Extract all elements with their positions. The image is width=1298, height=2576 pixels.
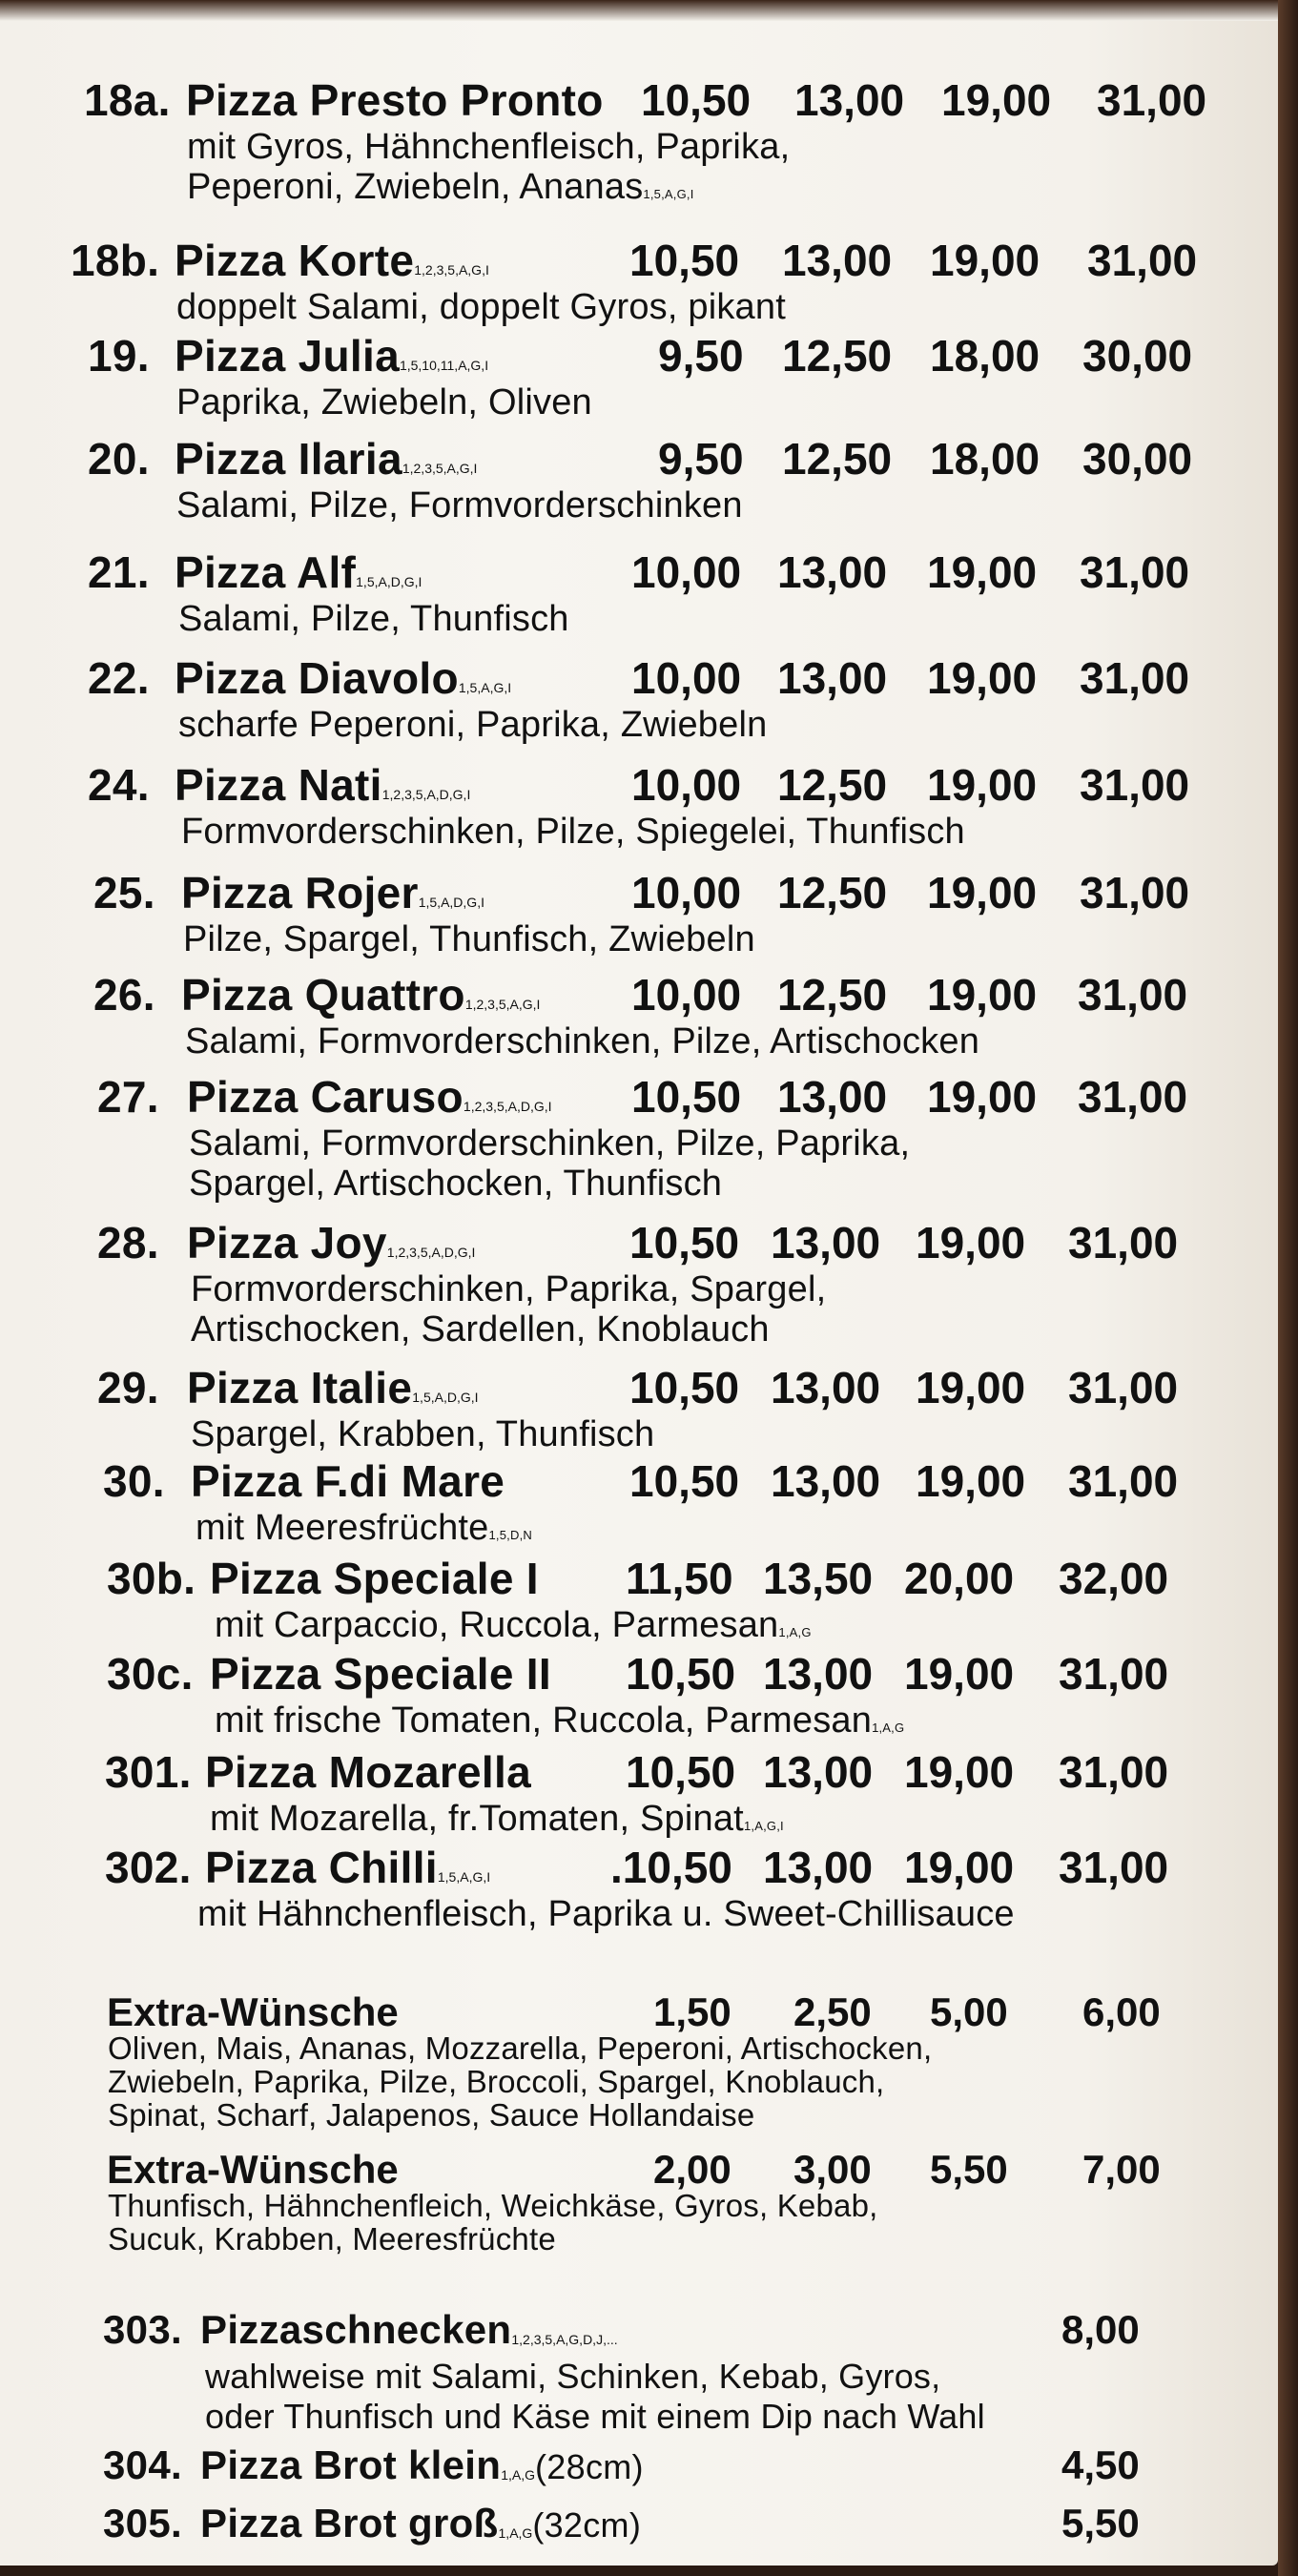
item-name [186, 69, 604, 132]
item-description-text: mit Hähnchenfleisch, Paprika u. Sweet-Chillisauce [197, 1894, 1015, 1934]
item-name-text: Pizza Caruso [187, 1072, 464, 1122]
item-description [176, 381, 592, 423]
item-name [200, 2492, 641, 2557]
item-description-text: Paprika, Zwiebeln, Oliven [176, 382, 592, 422]
page-top-shadow [0, 0, 1298, 21]
allergen-codes: 1,5,A,D,G,I [418, 895, 484, 910]
menu-item-row [0, 1356, 1278, 1419]
item-name [175, 647, 511, 710]
item-number: 303. [103, 2307, 182, 2352]
special-item [0, 2434, 1278, 2497]
item-name-text: Pizza Speciale I [210, 1554, 539, 1603]
special-item-row [0, 2298, 1278, 2361]
price-size-2: 13,00 [763, 1843, 874, 1892]
extra-description: Thunfisch, Hähnchenfleich, Weichkäse, Gyros, Kebab, [108, 2188, 878, 2223]
extra-description: Oliven, Mais, Ananas, Mozzarella, Peperoni, Artischocken, [108, 2030, 933, 2066]
price-size-3: 19,00 [916, 1363, 1026, 1412]
price-size-1: 9,50 [658, 331, 744, 381]
item-name-text: Pizza Joy [187, 1218, 387, 1267]
price-size-4: 31,00 [1078, 970, 1188, 1020]
item-number: 302. [105, 1843, 192, 1892]
price-size-2: 13,00 [763, 1747, 874, 1797]
menu-item-row [0, 229, 1278, 292]
menu-item-row [0, 861, 1278, 924]
item-description [185, 1020, 979, 1062]
price-size-1: 10,50 [631, 1072, 742, 1122]
price-size-2: 13,00 [777, 1072, 888, 1122]
menu-item [0, 69, 1278, 207]
price-size-1: 10,50 [629, 236, 740, 285]
allergen-codes: 1,2,3,5,A,G,I [464, 997, 541, 1012]
price-size-4: 31,00 [1080, 868, 1190, 917]
price-size-1: 10,50 [629, 1456, 740, 1506]
price-size-2: 12,50 [777, 868, 888, 917]
menu-item-row [0, 1065, 1278, 1128]
allergen-codes: 1,5,A,G,I [458, 680, 512, 695]
item-description-text: mit Meeresfrüchte [196, 1508, 489, 1548]
price-size-4: 31,00 [1078, 1072, 1188, 1122]
special-item [0, 2298, 1278, 2436]
item-number: 20. [88, 434, 150, 484]
special-item-row [0, 2492, 1278, 2555]
item-description-text: mit Carpaccio, Ruccola, Parmesan [215, 1605, 779, 1645]
price-size-4: 30,00 [1082, 331, 1193, 381]
item-number: 19. [88, 331, 150, 381]
item-number: 304. [103, 2442, 182, 2487]
item-number: 22. [88, 653, 150, 703]
price-size-2: 13,50 [763, 1554, 874, 1603]
item-number: 30b. [107, 1554, 196, 1603]
item-name [210, 1547, 539, 1610]
price-size-3: 19,00 [930, 236, 1040, 285]
menu-item [0, 1356, 1278, 1454]
allergen-codes: 1,A,G [498, 2525, 533, 2541]
price-size-3: 19,00 [927, 970, 1038, 1020]
price-size-4: 31,00 [1068, 1456, 1179, 1506]
item-name [187, 1065, 552, 1128]
price-size-3: 19,00 [904, 1747, 1015, 1797]
item-description [196, 1507, 532, 1549]
item-description [187, 166, 694, 208]
price-size-4: 31,00 [1059, 1747, 1169, 1797]
price-size-4: 31,00 [1068, 1218, 1179, 1267]
menu-item [0, 1642, 1278, 1741]
extra-price-1: 1,50 [653, 1989, 731, 2034]
menu-item [0, 229, 1278, 327]
price-size-3: 19,00 [927, 653, 1038, 703]
allergen-codes: 1,2,3,5,A,D,G,I [386, 1245, 476, 1260]
price-size-1: 11,50 [626, 1554, 733, 1603]
menu-item [0, 1450, 1278, 1548]
price-size-4: 31,00 [1059, 1843, 1169, 1892]
item-description [210, 1798, 784, 1840]
price-size-3: 19,00 [941, 75, 1052, 125]
extra-price-3: 5,50 [930, 2147, 1008, 2192]
menu-item [0, 1211, 1278, 1350]
price-size-3: 19,00 [927, 1072, 1038, 1122]
menu-item [0, 324, 1278, 422]
menu-item-row [0, 1547, 1278, 1610]
price-size-1: 10,50 [629, 1218, 740, 1267]
item-name [210, 1642, 551, 1705]
allergen-codes: 1,2,3,5,A,G,I [402, 461, 478, 476]
item-number: 27. [97, 1072, 159, 1122]
item-description-text: mit frische Tomaten, Ruccola, Parmesan [215, 1700, 873, 1741]
item-description-text: Salami, Formvorderschinken, Pilze, Paprika, [189, 1123, 911, 1164]
price-size-4: 31,00 [1080, 760, 1190, 810]
price-size-4: 31,00 [1068, 1363, 1179, 1412]
pizza-size: (28cm) [535, 2447, 644, 2486]
item-name-text: Pizza Alf [175, 547, 357, 597]
item-description [215, 1604, 812, 1646]
item-description [183, 918, 755, 960]
price-size-1: 10,50 [626, 1747, 736, 1797]
item-number: 30c. [107, 1649, 194, 1699]
item-description-text: scharfe Peperoni, Paprika, Zwiebeln [178, 705, 768, 745]
menu-item-row [0, 427, 1278, 490]
menu-item-row [0, 1211, 1278, 1274]
price-size-2: 12,50 [782, 434, 893, 484]
item-name [181, 963, 540, 1026]
item-description [176, 286, 786, 328]
item-description-text: Salami, Formvorderschinken, Pilze, Artischocken [185, 1021, 980, 1061]
price-size-2: 13,00 [782, 236, 893, 285]
item-name-text: Pizza F.di Mare [191, 1456, 505, 1506]
item-name-text: Pizza Italie [187, 1363, 413, 1412]
item-name-text: Pizza Julia [175, 331, 400, 381]
item-name [205, 1836, 490, 1899]
price-size-2: 13,00 [777, 653, 888, 703]
page-edge [1278, 0, 1298, 2576]
allergen-codes: 1,A,G [778, 1625, 812, 1639]
item-number: 30. [103, 1456, 165, 1506]
menu-item [0, 427, 1278, 526]
allergen-codes: 1,5,10,11,A,G,I [399, 358, 489, 373]
special-price: 4,50 [1061, 2442, 1140, 2487]
price-size-1: .10,50 [610, 1843, 732, 1892]
price-size-3: 19,00 [916, 1456, 1026, 1506]
price-size-4: 31,00 [1080, 547, 1190, 597]
extra-price-4: 6,00 [1082, 1989, 1161, 2034]
menu-item-row [0, 541, 1278, 604]
item-name-text: Pizza Quattro [181, 970, 465, 1020]
special-price: 8,00 [1061, 2307, 1140, 2352]
price-size-3: 19,00 [927, 547, 1038, 597]
item-description-text: Formvorderschinken, Paprika, Spargel, [191, 1269, 827, 1309]
item-description-text: Spargel, Artischocken, Thunfisch [189, 1164, 723, 1204]
price-size-3: 20,00 [904, 1554, 1015, 1603]
price-size-1: 10,00 [631, 760, 742, 810]
price-size-4: 31,00 [1087, 236, 1198, 285]
allergen-codes: 1,2,3,5,A,D,G,I [463, 1099, 552, 1114]
extra-price-4: 7,00 [1082, 2147, 1161, 2192]
item-name [175, 753, 470, 816]
menu-item [0, 963, 1278, 1061]
item-description [178, 598, 569, 640]
price-size-2: 12,50 [777, 970, 888, 1020]
price-size-2: 12,50 [782, 331, 893, 381]
allergen-codes: 1,5,A,D,G,I [356, 574, 422, 589]
item-name-text: Pizza Nati [175, 760, 382, 810]
item-name [187, 1356, 479, 1419]
item-description: wahlweise mit Salami, Schinken, Kebab, Gyros, [205, 2357, 941, 2396]
item-name-text: Pizza Korte [175, 236, 415, 285]
item-description [189, 1163, 722, 1205]
item-description [189, 1123, 910, 1164]
item-description-text: Artischocken, Sardellen, Knoblauch [191, 1309, 770, 1350]
item-name [175, 427, 477, 490]
price-size-1: 10,50 [626, 1649, 736, 1699]
item-name-text: Pizza Diavolo [175, 653, 459, 703]
allergen-codes: 1,5,A,G,I [437, 1869, 491, 1885]
menu-item-row [0, 963, 1278, 1026]
extra-price-1: 2,00 [653, 2147, 731, 2192]
item-name-text: Pizza Rojer [181, 868, 419, 917]
allergen-codes: 1,5,A,G,I [643, 187, 694, 201]
allergen-codes: 1,2,3,5,A,D,G,I [381, 787, 471, 802]
item-description-text: mit Gyros, Hähnchenfleisch, Paprika, [187, 127, 791, 167]
price-size-3: 19,00 [927, 868, 1038, 917]
item-description-text: Peperoni, Zwiebeln, Ananas [187, 167, 644, 207]
item-name-text: Pizza Speciale II [210, 1649, 551, 1699]
item-name [175, 541, 422, 604]
price-size-2: 12,50 [777, 760, 888, 810]
price-size-2: 13,00 [777, 547, 888, 597]
price-size-2: 13,00 [771, 1363, 881, 1412]
item-description [191, 1268, 826, 1310]
item-name-text: Pizza Chilli [205, 1843, 438, 1892]
menu-item-row [0, 1741, 1278, 1803]
allergen-codes: 1,A,G [501, 2467, 536, 2483]
item-name-text: Pizza Brot klein [200, 2442, 502, 2487]
item-name [191, 1450, 505, 1513]
menu-item [0, 1065, 1278, 1204]
item-number: 305. [103, 2501, 182, 2545]
extra-description: Spinat, Scharf, Jalapenos, Sauce Hollandaise [108, 2097, 755, 2133]
extra-title: Extra-Wünsche [107, 1989, 399, 2034]
item-name-text: Pizza Brot groß [200, 2501, 499, 2545]
special-price: 5,50 [1061, 2501, 1140, 2545]
allergen-codes: 1,2,3,5,A,G,D,J,... [511, 2332, 618, 2347]
item-name [205, 1741, 531, 1803]
price-size-1: 9,50 [658, 434, 744, 484]
item-description [176, 484, 743, 526]
price-size-3: 19,00 [916, 1218, 1026, 1267]
extra-price-2: 3,00 [793, 2147, 872, 2192]
price-size-2: 13,00 [771, 1456, 881, 1506]
price-size-1: 10,00 [631, 547, 742, 597]
item-description [215, 1700, 904, 1741]
extra-description: Zwiebeln, Paprika, Pilze, Broccoli, Spargel, Knoblauch, [108, 2064, 885, 2099]
menu-item-row [0, 753, 1278, 816]
price-size-1: 10,50 [641, 75, 752, 125]
item-name [200, 2298, 618, 2361]
item-number: 18b. [71, 236, 160, 285]
allergen-codes: 1,A,G,I [743, 1819, 784, 1833]
allergen-codes: 1,5,A,D,G,I [412, 1390, 479, 1405]
menu-item [0, 1741, 1278, 1839]
item-name [175, 229, 489, 292]
price-size-2: 13,00 [763, 1649, 874, 1699]
price-size-2: 13,00 [771, 1218, 881, 1267]
price-size-3: 18,00 [930, 434, 1040, 484]
extra-description: Sucuk, Krabben, Meeresfrüchte [108, 2221, 556, 2257]
item-description-text: Salami, Pilze, Thunfisch [178, 599, 569, 639]
item-name-text: Pizza Presto Pronto [186, 75, 604, 125]
item-description [197, 1893, 1015, 1935]
menu-item [0, 753, 1278, 852]
item-name-text: Pizza Mozarella [205, 1747, 531, 1797]
price-size-4: 31,00 [1097, 75, 1207, 125]
menu-item [0, 647, 1278, 745]
pizza-size: (32cm) [532, 2505, 642, 2545]
special-item-row [0, 2434, 1278, 2497]
item-name-text: Pizza Ilaria [175, 434, 402, 484]
item-description [181, 811, 965, 853]
item-description-text: Spargel, Krabben, Thunfisch [191, 1414, 655, 1454]
menu-item [0, 1547, 1278, 1645]
extra-price-2: 2,50 [793, 1989, 872, 2034]
allergen-codes: 1,5,D,N [488, 1528, 532, 1542]
item-name [187, 1211, 475, 1274]
item-description-text: Pilze, Spargel, Thunfisch, Zwiebeln [183, 919, 755, 959]
price-size-1: 10,00 [631, 970, 742, 1020]
item-number: 26. [93, 970, 155, 1020]
menu-item-row [0, 69, 1278, 132]
price-size-3: 18,00 [930, 331, 1040, 381]
price-size-1: 10,00 [631, 653, 742, 703]
item-name [175, 324, 488, 387]
item-name [181, 861, 484, 924]
item-description-text: Salami, Pilze, Formvorderschinken [176, 485, 743, 526]
price-size-3: 19,00 [904, 1843, 1015, 1892]
price-size-2: 13,00 [794, 75, 905, 125]
menu-item-row [0, 1450, 1278, 1513]
item-name-text: Pizzaschnecken [200, 2307, 512, 2352]
price-size-4: 30,00 [1082, 434, 1193, 484]
item-number: 301. [105, 1747, 192, 1797]
item-description-text: doppelt Salami, doppelt Gyros, pikant [176, 287, 786, 327]
item-number: 25. [93, 868, 155, 917]
price-size-4: 31,00 [1080, 653, 1190, 703]
price-size-3: 19,00 [927, 760, 1038, 810]
item-description-text: Formvorderschinken, Pilze, Spiegelei, Thunfisch [181, 812, 965, 852]
item-number: 29. [97, 1363, 159, 1412]
price-size-4: 31,00 [1059, 1649, 1169, 1699]
item-number: 24. [88, 760, 150, 810]
extra-price-3: 5,00 [930, 1989, 1008, 2034]
item-description [178, 704, 767, 746]
price-size-1: 10,50 [629, 1363, 740, 1412]
allergen-codes: 1,A,G [872, 1721, 905, 1735]
price-size-4: 32,00 [1059, 1554, 1169, 1603]
item-number: 28. [97, 1218, 159, 1267]
item-description [187, 126, 790, 168]
allergen-codes: 1,2,3,5,A,G,I [414, 262, 489, 278]
item-number: 18a. [84, 75, 171, 125]
special-item [0, 2492, 1278, 2555]
item-number: 21. [88, 547, 150, 597]
item-description [191, 1309, 770, 1350]
item-description-text: mit Mozarella, fr.Tomaten, Spinat [210, 1799, 744, 1839]
menu-item-row [0, 324, 1278, 387]
menu-item [0, 541, 1278, 639]
item-description: oder Thunfisch und Käse mit einem Dip nach Wahl [205, 2397, 985, 2436]
menu-item-row [0, 647, 1278, 710]
price-size-1: 10,00 [631, 868, 742, 917]
item-name [200, 2434, 644, 2499]
menu-item [0, 1836, 1278, 1934]
menu-item-row [0, 1836, 1278, 1899]
extra-title: Extra-Wünsche [107, 2147, 399, 2192]
menu-item [0, 861, 1278, 959]
menu-item-row [0, 1642, 1278, 1705]
price-size-3: 19,00 [904, 1649, 1015, 1699]
